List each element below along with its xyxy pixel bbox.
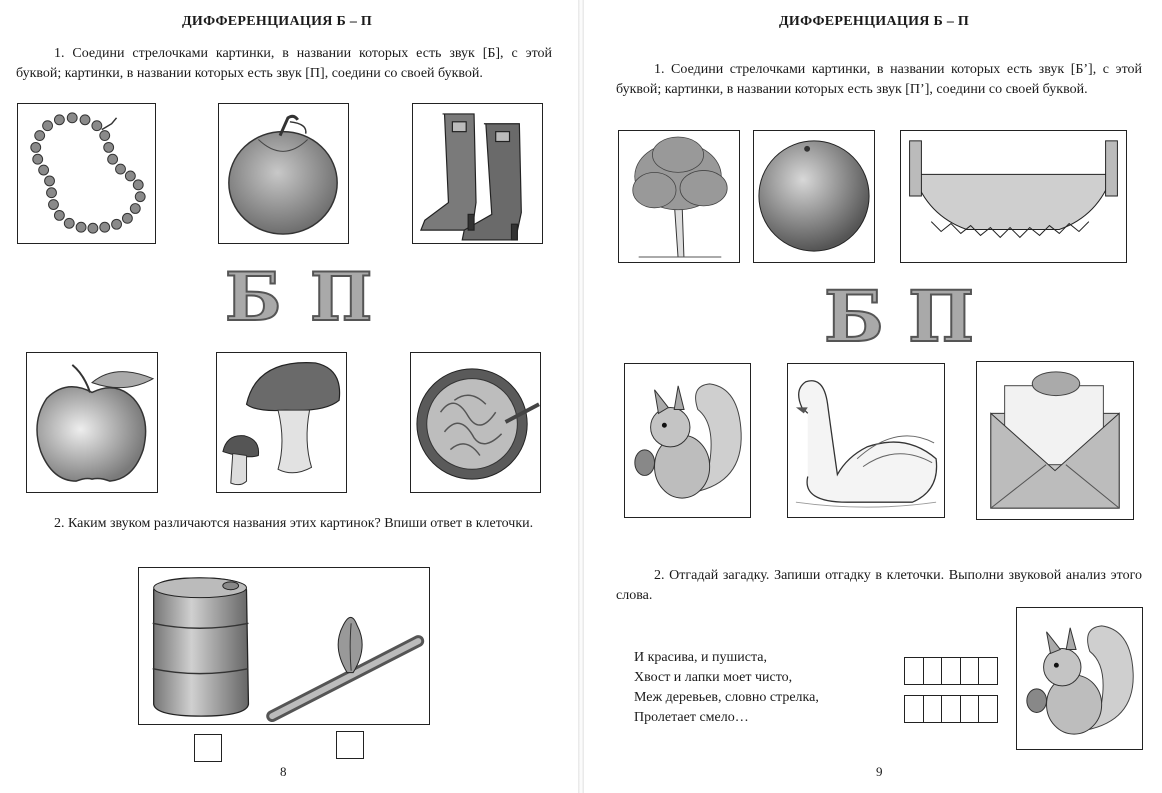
boots-icon[interactable] (412, 103, 543, 244)
barrel-bud-picture (138, 567, 430, 725)
squirrel-icon[interactable] (1016, 607, 1143, 750)
riddle-line: Меж деревьев, словно стрелка, (634, 690, 819, 705)
riddle (634, 648, 819, 728)
pumpkin-icon[interactable] (218, 103, 349, 244)
left-page (0, 0, 576, 793)
letter-b[interactable]: Б (824, 275, 884, 358)
task-2-text: 2. Каким звуком различаются названия этих картинок? Впиши ответ в клеточки. (54, 516, 534, 531)
tree-icon[interactable] (618, 130, 740, 263)
answer-cell[interactable] (923, 695, 943, 723)
answer-cell[interactable] (960, 695, 980, 723)
answer-cell[interactable] (978, 695, 998, 723)
page-number: 9 (876, 764, 883, 779)
soup-icon[interactable] (410, 352, 541, 493)
answer-cell[interactable] (904, 695, 924, 723)
answer-cells-row-1 (904, 657, 997, 685)
riddle-line: Пролетает смело… (634, 710, 749, 725)
task-2-text: 2. Отгадай загадку. Запиши отгадку в клеточки. Выполни звуковой анализ этого слова. (616, 568, 1142, 603)
swan-icon[interactable] (787, 363, 945, 518)
answer-cell[interactable] (941, 695, 961, 723)
answer-box-2[interactable] (336, 731, 364, 759)
answer-cell[interactable] (941, 657, 961, 685)
right-page (586, 0, 1162, 793)
beads-icon[interactable] (17, 103, 156, 244)
barrel-icon (153, 578, 249, 716)
letter-p[interactable]: П (310, 258, 373, 336)
riddle-line: И красива, и пушиста, (634, 650, 767, 665)
saw-icon[interactable] (900, 130, 1127, 263)
bud-icon (272, 617, 418, 716)
orange-icon[interactable] (753, 130, 875, 263)
page-number: 8 (280, 764, 287, 779)
riddle-line: Хвост и лапки моет чисто, (634, 670, 793, 685)
page-title: ДИФФЕРЕНЦИАЦИЯ Б – П (182, 14, 373, 29)
task-1-text: 1. Соедини стрелочками картинки, в названии которых есть звук [Б], с этой буквой; картинки, в названии которых есть звук [П], соедини со своей буквой. (16, 46, 552, 81)
letter-b[interactable]: Б (225, 258, 282, 336)
answer-box-1[interactable] (194, 734, 222, 762)
answer-cell[interactable] (978, 657, 998, 685)
answer-cell[interactable] (960, 657, 980, 685)
envelope-icon[interactable] (976, 361, 1134, 520)
apple-icon[interactable] (26, 352, 158, 493)
page-title: ДИФФЕРЕНЦИАЦИЯ Б – П (779, 14, 970, 29)
task-1-text: 1. Соедини стрелочками картинки, в названии которых есть звук [Б’], с этой буквой; картинки, в названии которых есть звук [П’], соедини со своей буквой. (616, 62, 1142, 97)
answer-cell[interactable] (923, 657, 943, 685)
book-spine (578, 0, 584, 793)
squirrel-icon[interactable] (624, 363, 751, 518)
answer-cell[interactable] (904, 657, 924, 685)
mushroom-icon[interactable] (216, 352, 347, 493)
letter-p[interactable]: П (908, 275, 975, 358)
answer-cells-row-2 (904, 695, 997, 723)
